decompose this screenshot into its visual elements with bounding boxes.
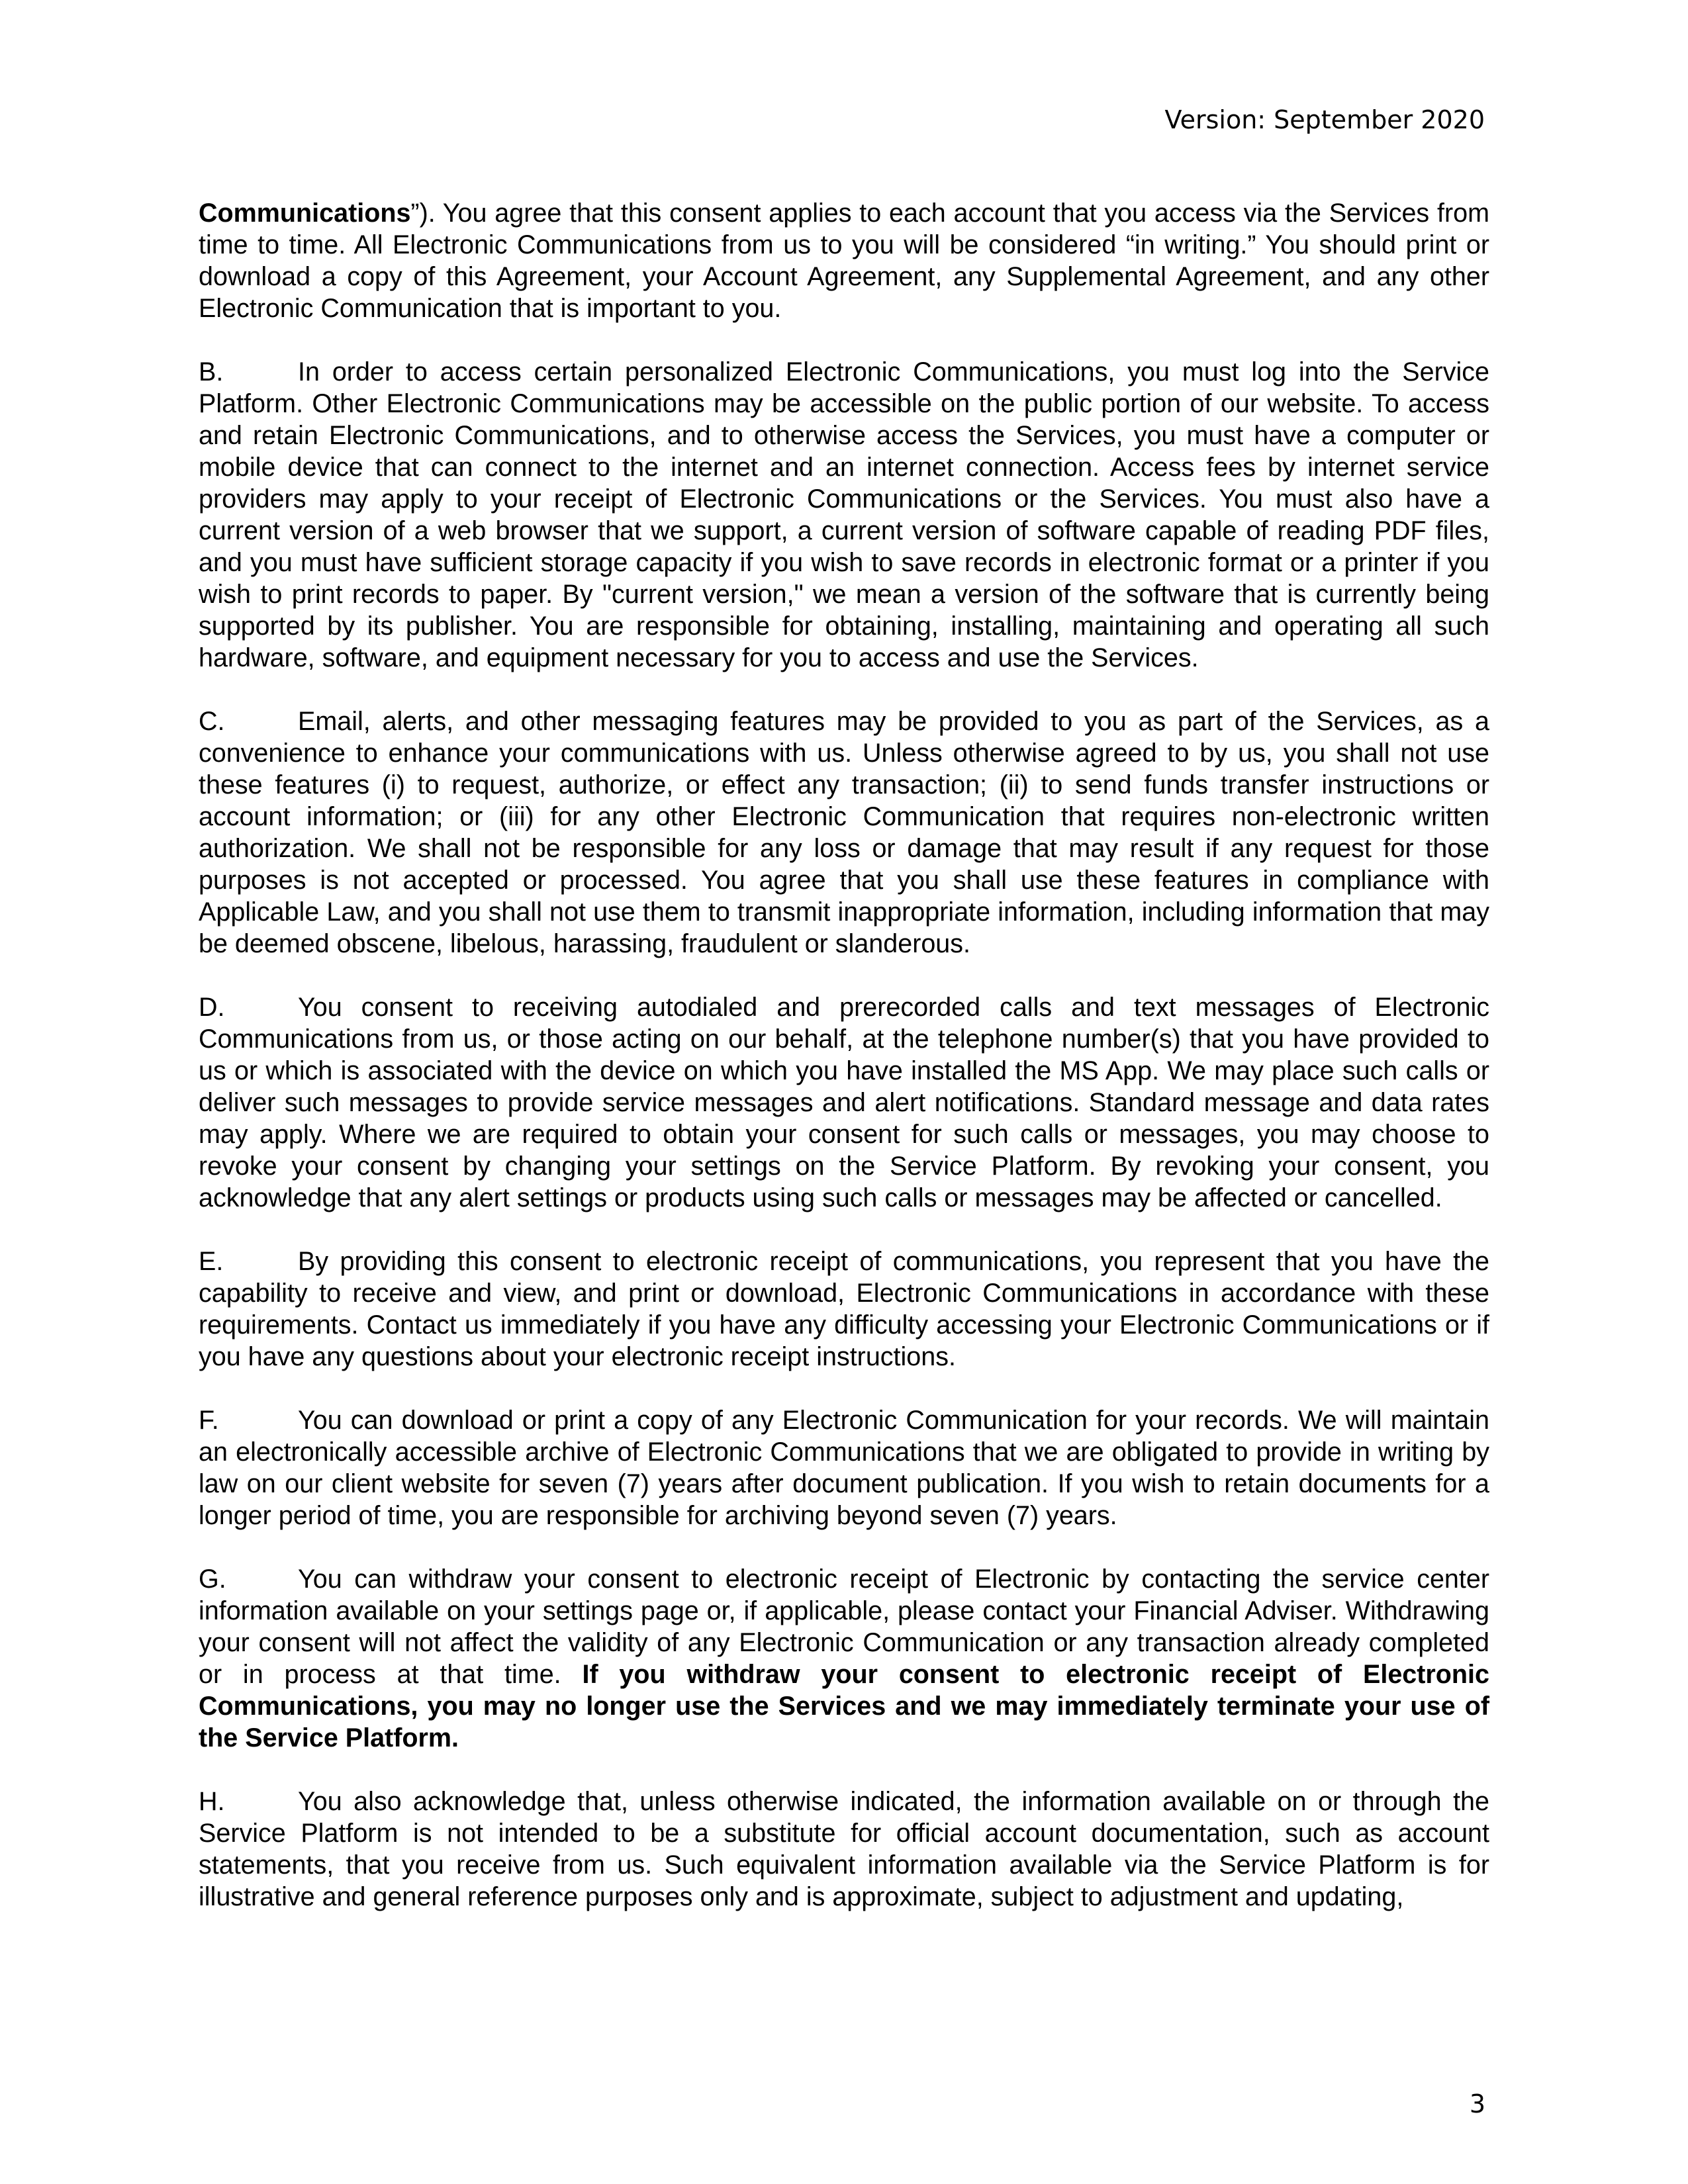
- section-letter: C.: [199, 707, 225, 736]
- intro-text: ”). You agree that this consent applies to each account that you access via the Services from time to time. All Electronic Communications from us to you will be considered “in writing.” You should print or download a copy of this Agreement, your Account Agreement, any Supplemental Agreement, and any other Electronic Communication that is important to you.: [199, 199, 1489, 323]
- section-letter: D.: [199, 993, 225, 1022]
- section-text: Email, alerts, and other messaging features may be provided to you as part of the Services, as a convenience to enhance your communications with us. Unless otherwise agreed to by us, you shall not use these features (i) to request, authorize, or effect any transaction; (ii) to send funds transfer instructions or account information; or (iii) for any other Electronic Communication that requires non-electronic written authorization. We shall not be responsible for any loss or damage that may result if any request for those purposes is not accepted or processed. You agree that you shall use these features in compliance with Applicable Law, and you shall not use them to transmit inappropriate information, including information that may be deemed obscene, libelous, harassing, fraudulent or slanderous.: [199, 707, 1489, 958]
- intro-bold-lead: Communications: [199, 199, 411, 228]
- section-letter: B.: [199, 357, 224, 387]
- section-text: You can withdraw your consent to electronic receipt of Electronic by contacting the service center information available on your settings page or, if applicable, please contact your Financial Adviser. Withdrawing your consent will not affect the validity of any Electronic Communication or any transaction already completed or in process at that time.: [199, 1565, 1489, 1689]
- paragraph-e: [199, 1246, 1489, 1373]
- section-bold-text: If you withdraw your consent to electronic receipt of Electronic Communications, you may no longer use the Services and we may immediately terminate your use of the Service Platform.: [199, 1660, 1490, 1752]
- page-number: 3: [1469, 2089, 1485, 2118]
- section-text: By providing this consent to electronic receipt of communications, you represent that you have the capability to receive and view, and print or download, Electronic Communications in accordance with these requirements. Contact us immediately if you have any difficulty accessing your Electronic Communications or if you have any questions about your electronic receipt instructions.: [199, 1247, 1489, 1371]
- paragraph-b: [199, 356, 1489, 674]
- section-text: You also acknowledge that, unless otherwise indicated, the information available on or through the Service Platform is not intended to be a substitute for official account documentation, such as account statements, that you receive from us. Such equivalent information available via the Service Platform is for illustrative and general reference purposes only and is approximate, subject to adjustment and updating,: [199, 1787, 1489, 1911]
- section-letter: E.: [199, 1247, 224, 1276]
- section-letter: F.: [199, 1406, 219, 1435]
- paragraph-intro: [199, 197, 1489, 324]
- section-text: In order to access certain personalized Electronic Communications, you must log into the Service Platform. Other Electronic Communications may be accessible on the public portion of our website. To access and retain Electronic Communications, and to otherwise access the Services, you must have a computer or mobile device that can connect to the internet and an internet connection. Access fees by internet service providers may apply to your receipt of Electronic Communications or the Services. You must also have a current version of a web browser that we support, a current version of software capable of reading PDF files, and you must have sufficient storage capacity if you wish to save records in electronic format or a printer if you wish to print records to paper. By "current version," we mean a version of the software that is currently being supported by its publisher. You are responsible for obtaining, installing, maintaining and operating all such hardware, software, and equipment necessary for you to access and use the Services.: [199, 357, 1489, 672]
- paragraph-f: [199, 1404, 1489, 1531]
- document-body: [199, 197, 1489, 1944]
- section-letter: H.: [199, 1787, 225, 1816]
- document-version: Version: September 2020: [1164, 105, 1485, 134]
- paragraph-c: [199, 705, 1489, 960]
- section-text: You consent to receiving autodialed and prerecorded calls and text messages of Electronic Communications from us, or those acting on our behalf, at the telephone number(s) that you have provided to us or which is associated with the device on which you have installed the MS App. We may place such calls or deliver such messages to provide service messages and alert notifications. Standard message and data rates may apply. Where we are required to obtain your consent for such calls or messages, you may choose to revoke your consent by changing your settings on the Service Platform. By revoking your consent, you acknowledge that any alert settings or products using such calls or messages may be affected or cancelled.: [199, 993, 1489, 1212]
- paragraph-d: [199, 991, 1489, 1214]
- paragraph-g: [199, 1563, 1489, 1754]
- section-letter: G.: [199, 1565, 226, 1594]
- paragraph-h: [199, 1786, 1489, 1913]
- section-text: You can download or print a copy of any Electronic Communication for your records. We will maintain an electronically accessible archive of Electronic Communications that we are obligated to provide in writing by law on our client website for seven (7) years after document publication. If you wish to retain documents for a longer period of time, you are responsible for archiving beyond seven (7) years.: [199, 1406, 1489, 1530]
